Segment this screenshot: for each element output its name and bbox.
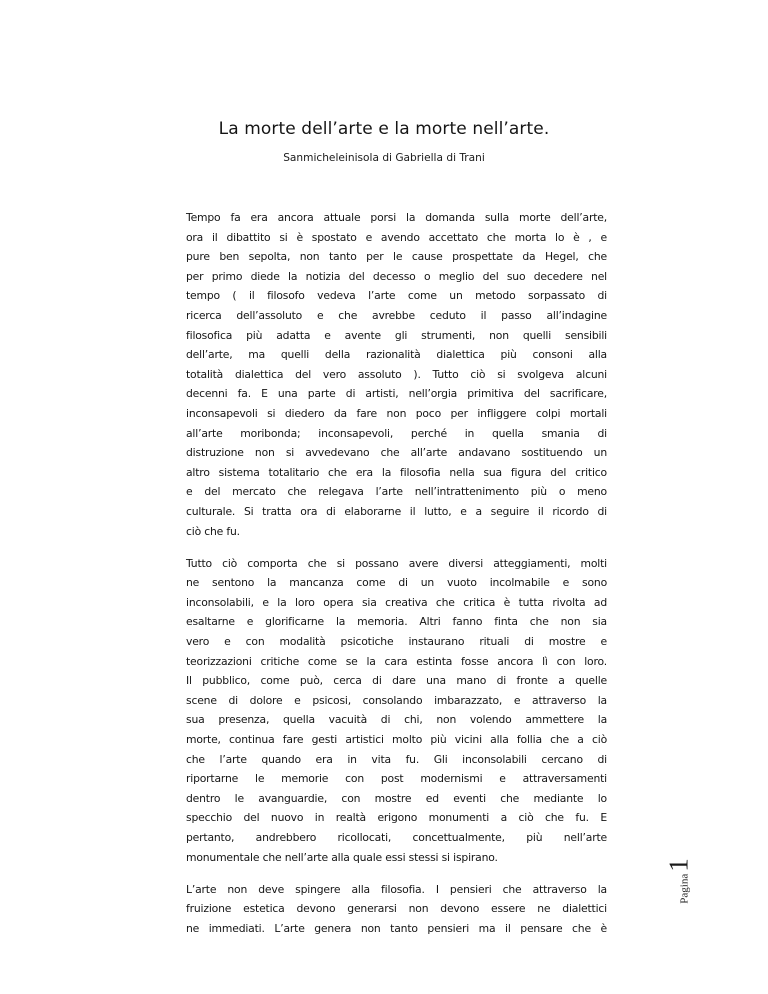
- page-label: Pagina: [678, 873, 691, 904]
- text-line: ricerca dell’assoluto e che avrebbe ceduto il passo all’indagine: [186, 308, 607, 322]
- document-title: La morte dell’arte e la morte nell’arte.: [218, 119, 550, 139]
- text-line: filosofica più adatta e avente gli strumenti, non quelli sensibili: [186, 328, 607, 342]
- text-line: culturale. Si tratta ora di elaborarne il lutto, e a seguire il ricordo di: [186, 504, 607, 518]
- text-line: sua presenza, quella vacuità di chi, non volendo ammettere la: [186, 713, 607, 727]
- text-line: all’arte moribonda; inconsapevoli, perché in quella smania di: [186, 426, 607, 440]
- text-line: Tutto ciò comporta che si possano avere diversi atteggiamenti, molti: [186, 556, 607, 570]
- text-line: pertanto, andrebbero ricollocati, concettualmente, più nell’arte: [186, 830, 607, 844]
- text-line: distruzione non si avvedevano che all’arte andavano sostituendo un: [186, 446, 607, 460]
- paragraph: [186, 554, 607, 868]
- text-line: totalità dialettica del vero assoluto ). Tutto ciò si svolgeva alcuni: [186, 367, 607, 381]
- text-line: e del mercato che relegava l’arte nell’intrattenimento più o meno: [186, 485, 607, 499]
- text-line: riportarne le memorie con post modernismi e attraversamenti: [186, 772, 607, 786]
- paragraph: [186, 208, 607, 541]
- text-line: ne sentono la mancanza come di un vuoto incolmabile e sono: [186, 576, 607, 590]
- text-line: fruizione estetica devono generarsi non devono essere ne dialettici: [186, 902, 607, 916]
- text-line: Tempo fa era ancora attuale porsi la domanda sulla morte dell’arte,: [186, 211, 607, 224]
- text-line: inconsolabili, e la loro opera sia creativa che critica è tutta rivolta ad: [186, 595, 607, 609]
- document-author: Sanmicheleinisola di Gabriella di Trani: [283, 152, 485, 164]
- text-line: tempo ( il filosofo vedeva l’arte come un metodo sorpassato di: [186, 289, 607, 303]
- text-line: teorizzazioni critiche come se la cara estinta fosse ancora lì con loro.: [186, 654, 607, 668]
- text-line: dentro le avanguardie, con mostre ed eventi che mediante lo: [186, 791, 607, 805]
- text-line: esaltarne e glorificarne la memoria. Altri fanno finta che non sia: [186, 615, 607, 629]
- text-line: morte, continua fare gesti artistici molto più vicini alla follia che a ciò: [186, 732, 607, 746]
- page-number: 1: [663, 858, 694, 872]
- text-line: specchio del nuovo in realtà erigono monumenti a ciò che fu. E: [186, 811, 607, 825]
- page-number-marker: [662, 845, 696, 917]
- text-line: ora il dibattito si è spostato e avendo accettato che morta lo è , e: [186, 230, 607, 244]
- text-line: ciò che fu.: [186, 524, 240, 538]
- text-line: Il pubblico, come può, cerca di dare una mano di fronte a quelle: [186, 674, 607, 688]
- paragraph: [186, 880, 607, 939]
- text-line: che l’arte quando era in vita fu. Gli inconsolabili cercano di: [186, 752, 607, 766]
- text-line: altro sistema totalitario che era la filosofia nella sua figura del critico: [186, 465, 607, 479]
- text-line: pure ben sepolta, non tanto per le cause prospettate da Hegel, che: [186, 250, 607, 264]
- text-line: L’arte non deve spingere alla filosofia. I pensieri che attraverso la: [186, 882, 607, 896]
- text-line: per primo diede la notizia del decesso o meglio del suo decedere nel: [186, 269, 607, 283]
- text-line: vero e con modalità psicotiche instaurano rituali di mostre e: [186, 634, 607, 648]
- text-line: scene di dolore e psicosi, consolando imbarazzato, e attraverso la: [186, 693, 607, 707]
- text-line: decenni fa. E una parte di artisti, nell’orgia primitiva del sacrificare,: [186, 387, 607, 401]
- text-line: inconsapevoli si diedero da fare non poco per infliggere colpi mortali: [186, 406, 607, 420]
- text-line: ne immediati. L’arte genera non tanto pensieri ma il pensare che è: [186, 921, 607, 935]
- document-body: [186, 208, 607, 951]
- text-line: monumentale che nell’arte alla quale essi stessi si ispirano.: [186, 850, 498, 864]
- text-line: dell’arte, ma quelli della razionalità dialettica più consoni alla: [186, 348, 607, 362]
